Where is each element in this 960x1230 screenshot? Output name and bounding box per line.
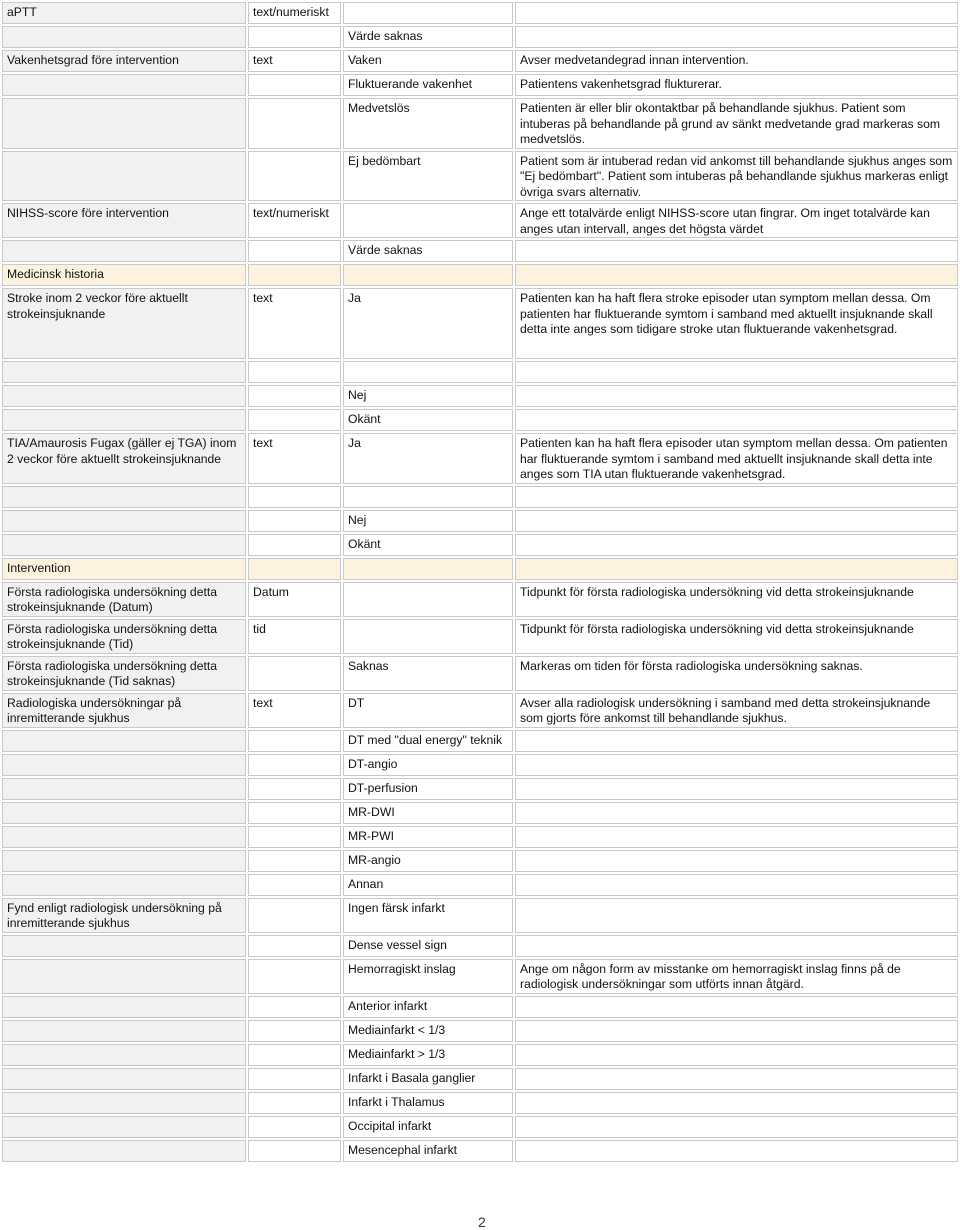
section-cell [515, 558, 958, 580]
data-type-cell [248, 510, 341, 532]
table-row [2, 2, 958, 24]
data-type-cell [248, 730, 341, 752]
page-number: 2 [478, 1214, 486, 1230]
answer-option-cell: Vaken [343, 50, 513, 72]
data-type-cell [248, 802, 341, 824]
table-row [2, 1140, 958, 1162]
description-cell [515, 409, 958, 431]
variable-name-cell [2, 98, 246, 149]
description-cell [515, 1092, 958, 1114]
variable-name-cell [2, 409, 246, 431]
table-row [2, 1116, 958, 1138]
answer-option-cell: Nej [343, 385, 513, 407]
answer-option-cell [343, 582, 513, 617]
variable-name-cell: Fynd enligt radiologisk undersökning på inremitterande sjukhus [2, 898, 246, 933]
description-cell [515, 826, 958, 848]
variable-name-cell [2, 778, 246, 800]
variable-name-cell [2, 826, 246, 848]
data-type-cell: text/numeriskt [248, 2, 341, 24]
variable-name-cell: Första radiologiska undersökning detta strokeinsjuknande (Tid saknas) [2, 656, 246, 691]
data-type-cell [248, 98, 341, 149]
description-cell [515, 802, 958, 824]
answer-option-cell: Hemorragiskt inslag [343, 959, 513, 994]
variable-name-cell: TIA/Amaurosis Fugax (gäller ej TGA) inom 2 veckor före aktuellt strokeinsjuknande [2, 433, 246, 484]
description-cell: Patienten är eller blir okontaktbar på behandlande sjukhus. Patient som intuberas på behandlande på grund av sänkt medvetande grad markeras som medvetslös. [515, 98, 958, 149]
table-row [2, 50, 958, 72]
description-cell [515, 534, 958, 556]
description-cell [515, 898, 958, 933]
data-type-cell: text [248, 433, 341, 484]
table-row [2, 240, 958, 262]
section-cell [248, 264, 341, 286]
table-row [2, 385, 958, 407]
table-row [2, 959, 958, 994]
answer-option-cell: Dense vessel sign [343, 935, 513, 957]
variable-name-cell: aPTT [2, 2, 246, 24]
answer-option-cell: DT [343, 693, 513, 728]
table-row [2, 730, 958, 752]
description-cell [515, 2, 958, 24]
table-row [2, 826, 958, 848]
variable-name-cell [2, 1140, 246, 1162]
data-type-cell [248, 1020, 341, 1042]
table-row [2, 778, 958, 800]
variable-name-cell: Vakenhetsgrad före intervention [2, 50, 246, 72]
table-row [2, 874, 958, 896]
data-type-cell: text [248, 693, 341, 728]
answer-option-cell: Okänt [343, 409, 513, 431]
variable-name-cell [2, 74, 246, 96]
answer-option-cell [343, 619, 513, 654]
table-row [2, 26, 958, 48]
description-cell: Markeras om tiden för första radiologiska undersökning saknas. [515, 656, 958, 691]
section-header-row [2, 264, 958, 286]
description-cell [515, 730, 958, 752]
table-row [2, 935, 958, 957]
description-cell [515, 1044, 958, 1066]
table-row [2, 1044, 958, 1066]
table-row [2, 693, 958, 728]
table-row [2, 582, 958, 617]
answer-option-cell: Värde saknas [343, 240, 513, 262]
section-header-row [2, 558, 958, 580]
data-type-cell [248, 850, 341, 872]
answer-option-cell: Okänt [343, 534, 513, 556]
answer-option-cell: Ingen färsk infarkt [343, 898, 513, 933]
answer-option-cell: Ej bedömbart [343, 151, 513, 202]
data-type-cell [248, 151, 341, 202]
table-row [2, 151, 958, 202]
answer-option-cell [343, 361, 513, 383]
variable-name-cell [2, 385, 246, 407]
answer-option-cell: Annan [343, 874, 513, 896]
variable-name-cell [2, 361, 246, 383]
table-row [2, 510, 958, 532]
variable-name-cell [2, 151, 246, 202]
answer-option-cell: Mediainfarkt > 1/3 [343, 1044, 513, 1066]
variable-name-cell [2, 996, 246, 1018]
description-cell [515, 510, 958, 532]
variable-name-cell [2, 874, 246, 896]
table-row [2, 996, 958, 1018]
data-type-cell [248, 74, 341, 96]
variable-name-cell [2, 850, 246, 872]
table-row [2, 619, 958, 654]
table-row [2, 754, 958, 776]
table-row [2, 98, 958, 149]
variable-name-cell [2, 730, 246, 752]
answer-option-cell: Occipital infarkt [343, 1116, 513, 1138]
description-cell: Tidpunkt för första radiologiska undersökning vid detta strokeinsjuknande [515, 619, 958, 654]
variable-name-cell [2, 1068, 246, 1090]
data-type-cell: text [248, 50, 341, 72]
table-row [2, 409, 958, 431]
data-type-cell [248, 656, 341, 691]
data-type-cell [248, 361, 341, 383]
data-type-cell [248, 959, 341, 994]
section-title: Medicinsk historia [2, 264, 246, 286]
answer-option-cell [343, 486, 513, 508]
answer-option-cell [343, 2, 513, 24]
description-cell [515, 486, 958, 508]
description-cell: Patienten kan ha haft flera episoder utan symptom mellan dessa. Om patienten har fluktuerande symtom i samband med aktuellt insjuknande skall detta inte anges som TIA utan fluktuerande vakenhetsgrad. [515, 433, 958, 484]
data-type-cell [248, 1116, 341, 1138]
data-type-cell [248, 409, 341, 431]
variable-name-cell [2, 754, 246, 776]
answer-option-cell: DT-angio [343, 754, 513, 776]
description-cell [515, 935, 958, 957]
data-type-cell: text/numeriskt [248, 203, 341, 238]
answer-option-cell: Saknas [343, 656, 513, 691]
variable-name-cell: Första radiologiska undersökning detta strokeinsjuknande (Datum) [2, 582, 246, 617]
variable-name-cell [2, 1116, 246, 1138]
section-title: Intervention [2, 558, 246, 580]
data-type-cell [248, 1092, 341, 1114]
data-type-cell: Datum [248, 582, 341, 617]
data-type-cell [248, 874, 341, 896]
variable-name-cell [2, 1044, 246, 1066]
variable-name-cell: Radiologiska undersökningar på inremitterande sjukhus [2, 693, 246, 728]
data-type-cell [248, 385, 341, 407]
data-type-cell [248, 754, 341, 776]
description-cell [515, 385, 958, 407]
variable-name-cell [2, 486, 246, 508]
variable-name-cell [2, 1092, 246, 1114]
description-cell: Patienten kan ha haft flera stroke episoder utan symptom mellan dessa. Om patienten har fluktuerande symtom i samband med aktuellt insjuknande skall detta inte anges som tidigare stroke utan fluktuerande vakenhetsgrad. [515, 288, 958, 359]
answer-option-cell: Mesencephal infarkt [343, 1140, 513, 1162]
answer-option-cell: MR-PWI [343, 826, 513, 848]
description-cell [515, 996, 958, 1018]
answer-option-cell: Medvetslös [343, 98, 513, 149]
section-cell [248, 558, 341, 580]
data-type-cell [248, 935, 341, 957]
variable-name-cell [2, 510, 246, 532]
table-row [2, 802, 958, 824]
answer-option-cell: Ja [343, 288, 513, 359]
data-type-cell [248, 1044, 341, 1066]
description-cell: Avser medvetandegrad innan intervention. [515, 50, 958, 72]
data-type-cell: tid [248, 619, 341, 654]
description-cell [515, 850, 958, 872]
data-type-cell [248, 26, 341, 48]
description-cell [515, 1116, 958, 1138]
table-row [2, 898, 958, 933]
answer-option-cell: Värde saknas [343, 26, 513, 48]
data-type-cell [248, 486, 341, 508]
table-row [2, 288, 958, 359]
answer-option-cell: Mediainfarkt < 1/3 [343, 1020, 513, 1042]
answer-option-cell: Infarkt i Basala ganglier [343, 1068, 513, 1090]
answer-option-cell: Infarkt i Thalamus [343, 1092, 513, 1114]
description-cell [515, 754, 958, 776]
variable-name-cell [2, 534, 246, 556]
data-type-cell [248, 240, 341, 262]
description-cell [515, 1020, 958, 1042]
table-row [2, 1020, 958, 1042]
data-type-cell [248, 778, 341, 800]
variable-name-cell: Stroke inom 2 veckor före aktuellt strokeinsjuknande [2, 288, 246, 359]
data-type-cell [248, 534, 341, 556]
description-cell [515, 1140, 958, 1162]
data-type-cell [248, 1140, 341, 1162]
description-cell: Patientens vakenhetsgrad flukturerar. [515, 74, 958, 96]
table-row [2, 534, 958, 556]
data-type-cell [248, 996, 341, 1018]
description-cell: Patient som är intuberad redan vid ankomst till behandlande sjukhus anges som "Ej bedömbart". Patient som intuberas på behandlande sjukhus markeras enligt övriga svars alternativ. [515, 151, 958, 202]
description-cell: Ange ett totalvärde enligt NIHSS-score utan fingrar. Om inget totalvärde kan anges utan intervall, anges det högsta värdet [515, 203, 958, 238]
section-cell [343, 264, 513, 286]
variable-name-cell [2, 802, 246, 824]
description-cell [515, 240, 958, 262]
table-row [2, 486, 958, 508]
data-type-cell [248, 898, 341, 933]
description-cell [515, 874, 958, 896]
description-cell [515, 361, 958, 383]
variable-name-cell: NIHSS-score före intervention [2, 203, 246, 238]
table-row [2, 203, 958, 238]
answer-option-cell: MR-angio [343, 850, 513, 872]
table-row [2, 1068, 958, 1090]
answer-option-cell [343, 203, 513, 238]
description-cell: Tidpunkt för första radiologiska undersökning vid detta strokeinsjuknande [515, 582, 958, 617]
description-cell: Ange om någon form av misstanke om hemorragiskt inslag finns på de radiologisk undersökningar som utförts innan åtgärd. [515, 959, 958, 994]
description-cell [515, 778, 958, 800]
description-cell [515, 26, 958, 48]
table-row [2, 850, 958, 872]
table-row [2, 433, 958, 484]
variable-name-cell [2, 935, 246, 957]
answer-option-cell: Ja [343, 433, 513, 484]
section-cell [515, 264, 958, 286]
table-body [2, 2, 958, 1162]
answer-option-cell: Anterior infarkt [343, 996, 513, 1018]
answer-option-cell: DT med "dual energy" teknik [343, 730, 513, 752]
description-cell [515, 1068, 958, 1090]
variable-name-cell: Första radiologiska undersökning detta strokeinsjuknande (Tid) [2, 619, 246, 654]
data-type-cell [248, 1068, 341, 1090]
table-row [2, 1092, 958, 1114]
table-row [2, 361, 958, 383]
variable-name-cell [2, 959, 246, 994]
answer-option-cell: DT-perfusion [343, 778, 513, 800]
answer-option-cell: Nej [343, 510, 513, 532]
answer-option-cell: Fluktuerande vakenhet [343, 74, 513, 96]
variable-name-cell [2, 1020, 246, 1042]
section-cell [343, 558, 513, 580]
data-type-cell: text [248, 288, 341, 359]
description-cell: Avser alla radiologisk undersökning i samband med detta strokeinsjuknande som gjorts före ankomst till behandlande sjukhus. [515, 693, 958, 728]
variable-name-cell [2, 240, 246, 262]
table-row [2, 656, 958, 691]
variable-name-cell [2, 26, 246, 48]
table-row [2, 74, 958, 96]
data-type-cell [248, 826, 341, 848]
answer-option-cell: MR-DWI [343, 802, 513, 824]
